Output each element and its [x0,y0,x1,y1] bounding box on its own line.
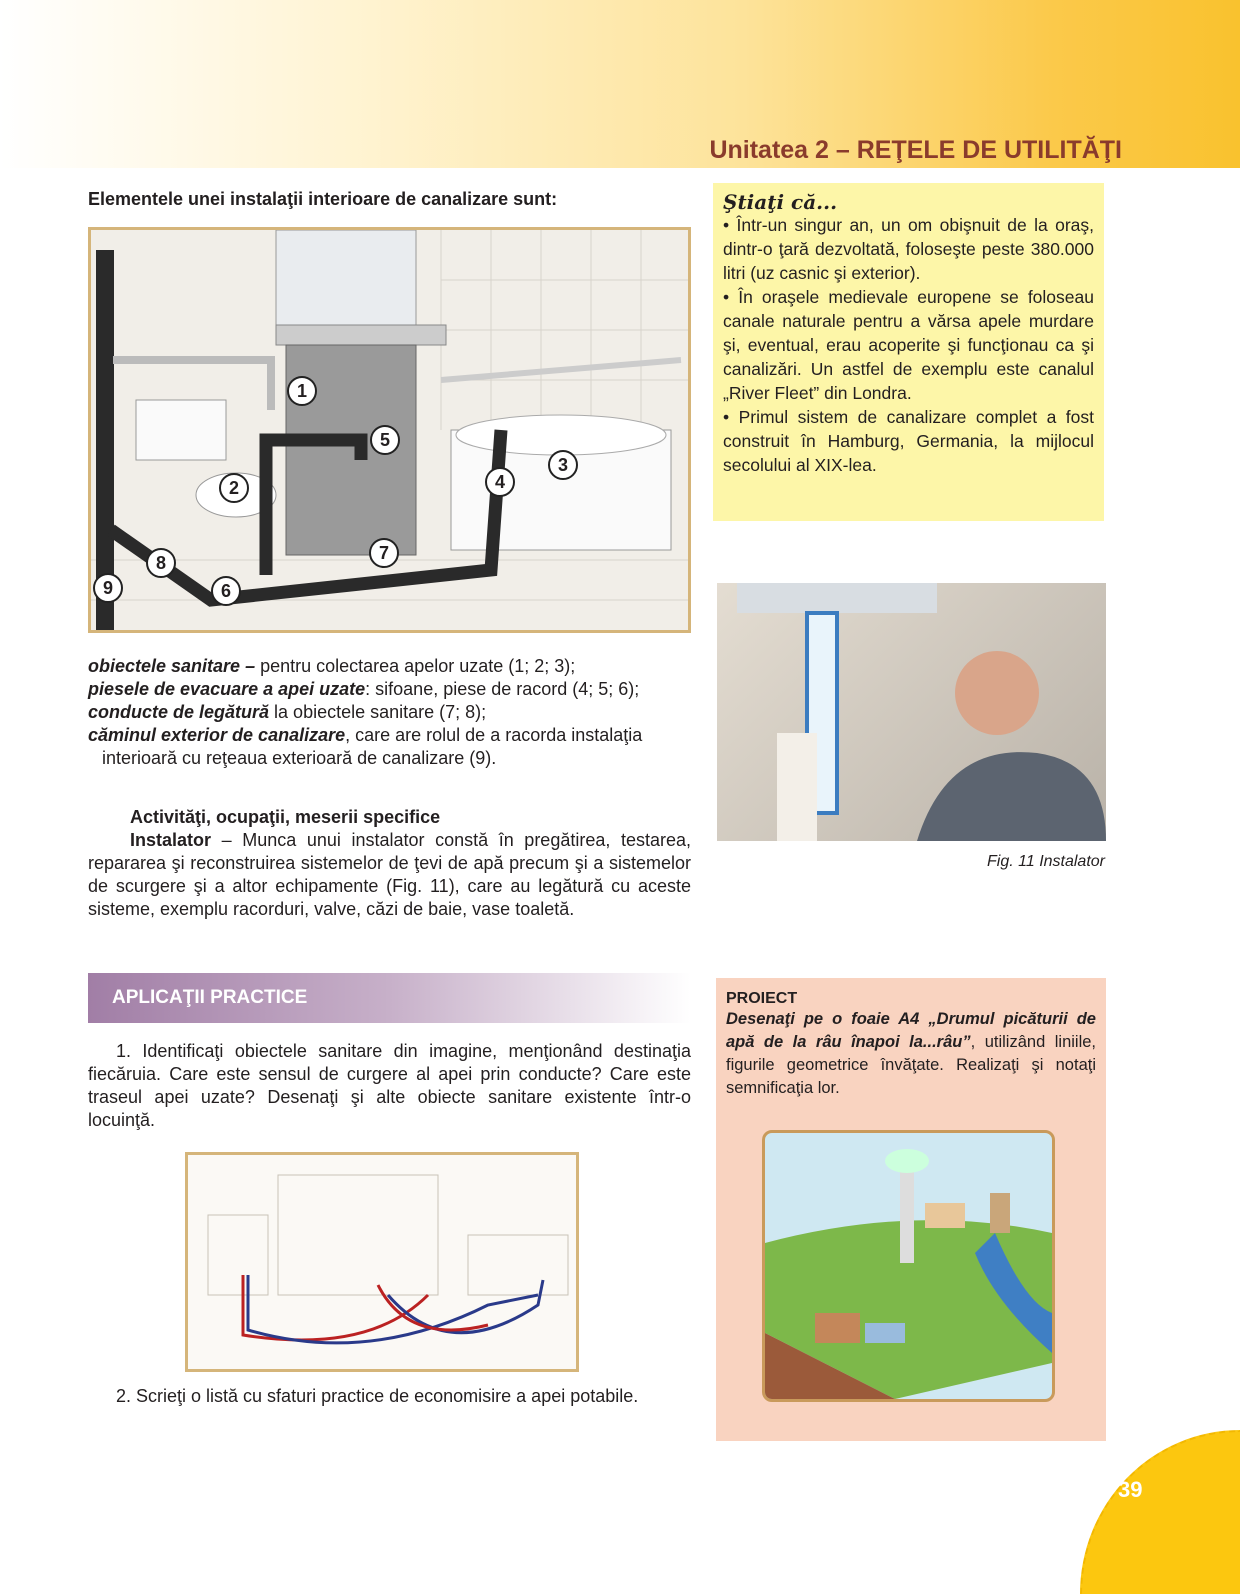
list-item: conducte de legătură la obiectele sanitare (7; 8); [88,702,487,722]
list-item: căminul exterior de canalizare, care are rolul de a racorda instalaţia interioară cu reţeaua exterioară de canalizare (9). [88,725,643,768]
list-item: piesele de evacuare a apei uzate: sifoane, piese de racord (4; 5; 6); [88,679,640,699]
section-heading: Elementele unei instalaţii interioare de canalizare sunt: [88,189,558,209]
question-1: 1. Identificaţi obiectele sanitare din imagine, menţionând destinaţia fiecăruia. Care este sensul de curgere al apei prin conducte? Care este traseul apei uzate? Desenaţi şi alte obiecte sanitare existente într-o locuinţă. [88,1041,691,1130]
activities-heading: Activităţi, ocupaţii, meserii specifice [130,807,441,827]
page-number-badge [1080,1430,1240,1594]
did-you-know-box [713,183,1104,521]
fact-2: • În oraşele medievale europene se foloseau canale naturale pentru a vărsa apele murdare şi, eventual, erau acoperite şi funcţionau ca şi canalizări. Un astfel de exemplu este canalul „River Fleet” din Londra. [723,287,1094,403]
project-title: PROIECT [726,990,798,1007]
plumber-photo [717,583,1106,841]
figure-label-8: 8 [146,548,176,578]
did-you-know-title: Ştiaţi că... [723,190,838,214]
figure-label-6: 6 [211,576,241,606]
figure-label-3: 3 [548,450,578,480]
figure-label-2: 2 [219,473,249,503]
fact-1: • Într-un singur an, un om obişnuit de la oraş, dintr-o ţară dezvoltată, foloseşte peste 380.000 litri (uz casnic şi exterior). [723,215,1094,283]
bathroom-plumbing-figure [88,227,691,633]
figure-label-4: 4 [485,467,515,497]
list-item: obiectele sanitare – pentru colectarea apelor uzate (1; 2; 3); [88,656,576,676]
figure-label-1: 1 [287,376,317,406]
practice-banner: APLICAŢII PRACTICE [88,973,691,1023]
unit-title: Unitatea 2 – REŢELE DE UTILITĂŢI [709,136,1122,164]
figure-label-5: 5 [370,425,400,455]
sanitary-objects-figure [185,1152,579,1372]
elements-list [88,655,698,770]
question-2: 2. Scrieţi o listă cu sfaturi practice de economisire a apei potabile. [116,1386,639,1406]
project-text: Desenaţi pe o foaie A4 „Drumul picăturii de apă de la râu înapoi la...râu”, utilizând liniile, figurile geometrice învăţate. Realizaţi şi notaţi semnificaţia lor. [726,1010,1096,1097]
activities-paragraph: Instalator – Munca unui instalator constă în pregătirea, testarea, repararea şi reconstruirea sistemelor de ţevi de apă precum şi a sistemelor de scurgere şi a altor echipamente (Fig. 11), care au legătură cu aceste sisteme, exemplu racorduri, valve, căzi de baie, vase toaletă. [88,830,691,919]
photo-caption: Fig. 11 Instalator [987,853,1105,870]
water-cycle-illustration [762,1130,1055,1402]
fact-3: • Primul sistem de canalizare complet a fost construit în Hamburg, Germania, la mijlocul secolului al XIX-lea. [723,407,1094,475]
figure-label-9: 9 [93,573,123,603]
figure-label-7: 7 [369,538,399,568]
page-number: 39 [1118,1477,1143,1502]
